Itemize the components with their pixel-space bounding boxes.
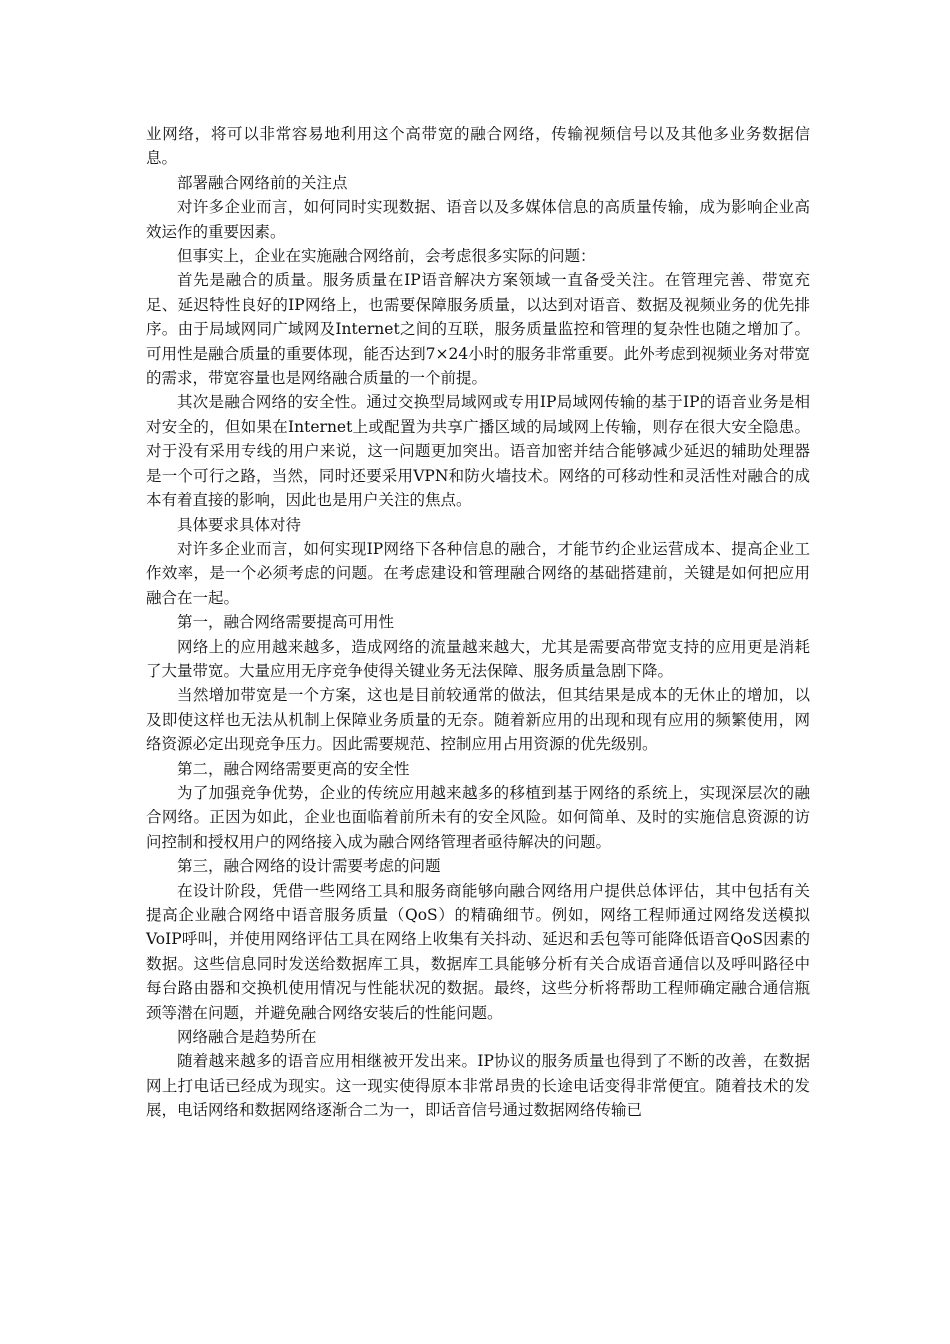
section-heading: 第一，融合网络需要提高可用性	[177, 613, 395, 632]
paragraph: 但事实上，企业在实施融合网络前，会考虑很多实际的问题：	[177, 247, 596, 266]
paragraph: 在设计阶段，凭借一些网络工具和服务商能够向融合网络用户提供总体评估，其中包括有关提高企业融合网络中语音服务质量（QoS）的精确细节。例如，网络工程师通过网络发送模拟VoIP呼叫，并使用网络评估工具在网络上收集有关抖动、延迟和丢包等可能降低语音QoS因素的数据。这些信息同时发送给数据库工具，数据库工具能够分析有关合成语音通信以及呼叫路径中每台路由器和交换机使用情况与性能状况的数据。最终，这些分析将帮助工程师确定融合通信瓶颈等潜在问题，并避免融合网络安装后的性能问题。	[146, 881, 810, 1022]
section-heading: 网络融合是趋势所在	[177, 1028, 317, 1047]
section-heading: 第三，融合网络的设计需要考虑的问题	[177, 857, 441, 876]
paragraph: 随着越来越多的语音应用相继被开发出来。IP协议的服务质量也得到了不断的改善，在数据网上打电话已经成为现实。这一现实使得原本非常昂贵的长途电话变得非常便宜。随着技术的发展，电话网络和数据网络逐渐合二为一，即话音信号通过数据网络传输已	[146, 1052, 810, 1120]
paragraph: 其次是融合网络的安全性。通过交换型局域网或专用IP局域网传输的基于IP的语音业务是相对安全的，但如果在Internet上或配置为共享广播区域的局域网上传输，则存在很大安全隐患。对于没有采用专线的用户来说，这一问题更加突出。语音加密并结合能够减少延迟的辅助处理器是一个可行之路，当然，同时还要采用VPN和防火墙技术。网络的可移动性和灵活性对融合的成本有着直接的影响，因此也是用户关注的焦点。	[146, 393, 810, 510]
paragraph: 首先是融合的质量。服务质量在IP语音解决方案领域一直备受关注。在管理完善、带宽充足、延迟特性良好的IP网络上，也需要保障服务质量，以达到对语音、数据及视频业务的优先排序。由于局域网同广域网及Internet之间的互联，服务质量监控和管理的复杂性也随之增加了。可用性是融合质量的重要体现，能否达到7×24小时的服务非常重要。此外考虑到视频业务对带宽的需求，带宽容量也是网络融合质量的一个前提。	[146, 271, 810, 388]
section-heading: 具体要求具体对待	[177, 515, 302, 534]
paragraph: 为了加强竞争优势，企业的传统应用越来越多的移植到基于网络的系统上，实现深层次的融合网络。正因为如此，企业也面临着前所未有的安全风险。如何简单、及时的实施信息资源的访问控制和授权用户的网络接入成为融合网络管理者亟待解决的问题。	[146, 783, 810, 851]
paragraph: 网络上的应用越来越多，造成网络的流量越来越大，尤其是需要高带宽支持的应用更是消耗了大量带宽。大量应用无序竞争使得关键业务无法保障、服务质量急剧下降。	[146, 637, 810, 680]
document-body	[146, 122, 810, 1123]
section-heading: 第二，融合网络需要更高的安全性	[177, 759, 410, 778]
paragraph: 对许多企业而言，如何同时实现数据、语音以及多媒体信息的高质量传输，成为影响企业高效运作的重要因素。	[146, 198, 810, 241]
paragraph: 对许多企业而言，如何实现IP网络下各种信息的融合，才能节约企业运营成本、提高企业工作效率，是一个必须考虑的问题。在考虑建设和管理融合网络的基础搭建前，关键是如何把应用融合在一起。	[146, 539, 810, 607]
section-heading: 部署融合网络前的关注点	[177, 173, 348, 192]
paragraph-continuation: 业网络，将可以非常容易地利用这个高带宽的融合网络，传输视频信号以及其他多业务数据信息。	[146, 125, 810, 168]
paragraph: 当然增加带宽是一个方案，这也是目前较通常的做法，但其结果是成本的无休止的增加，以及即使这样也无法从机制上保障业务质量的无奈。随着新应用的出现和现有应用的频繁使用，网络资源必定出现竞争压力。因此需要规范、控制应用占用资源的优先级别。	[146, 686, 810, 754]
